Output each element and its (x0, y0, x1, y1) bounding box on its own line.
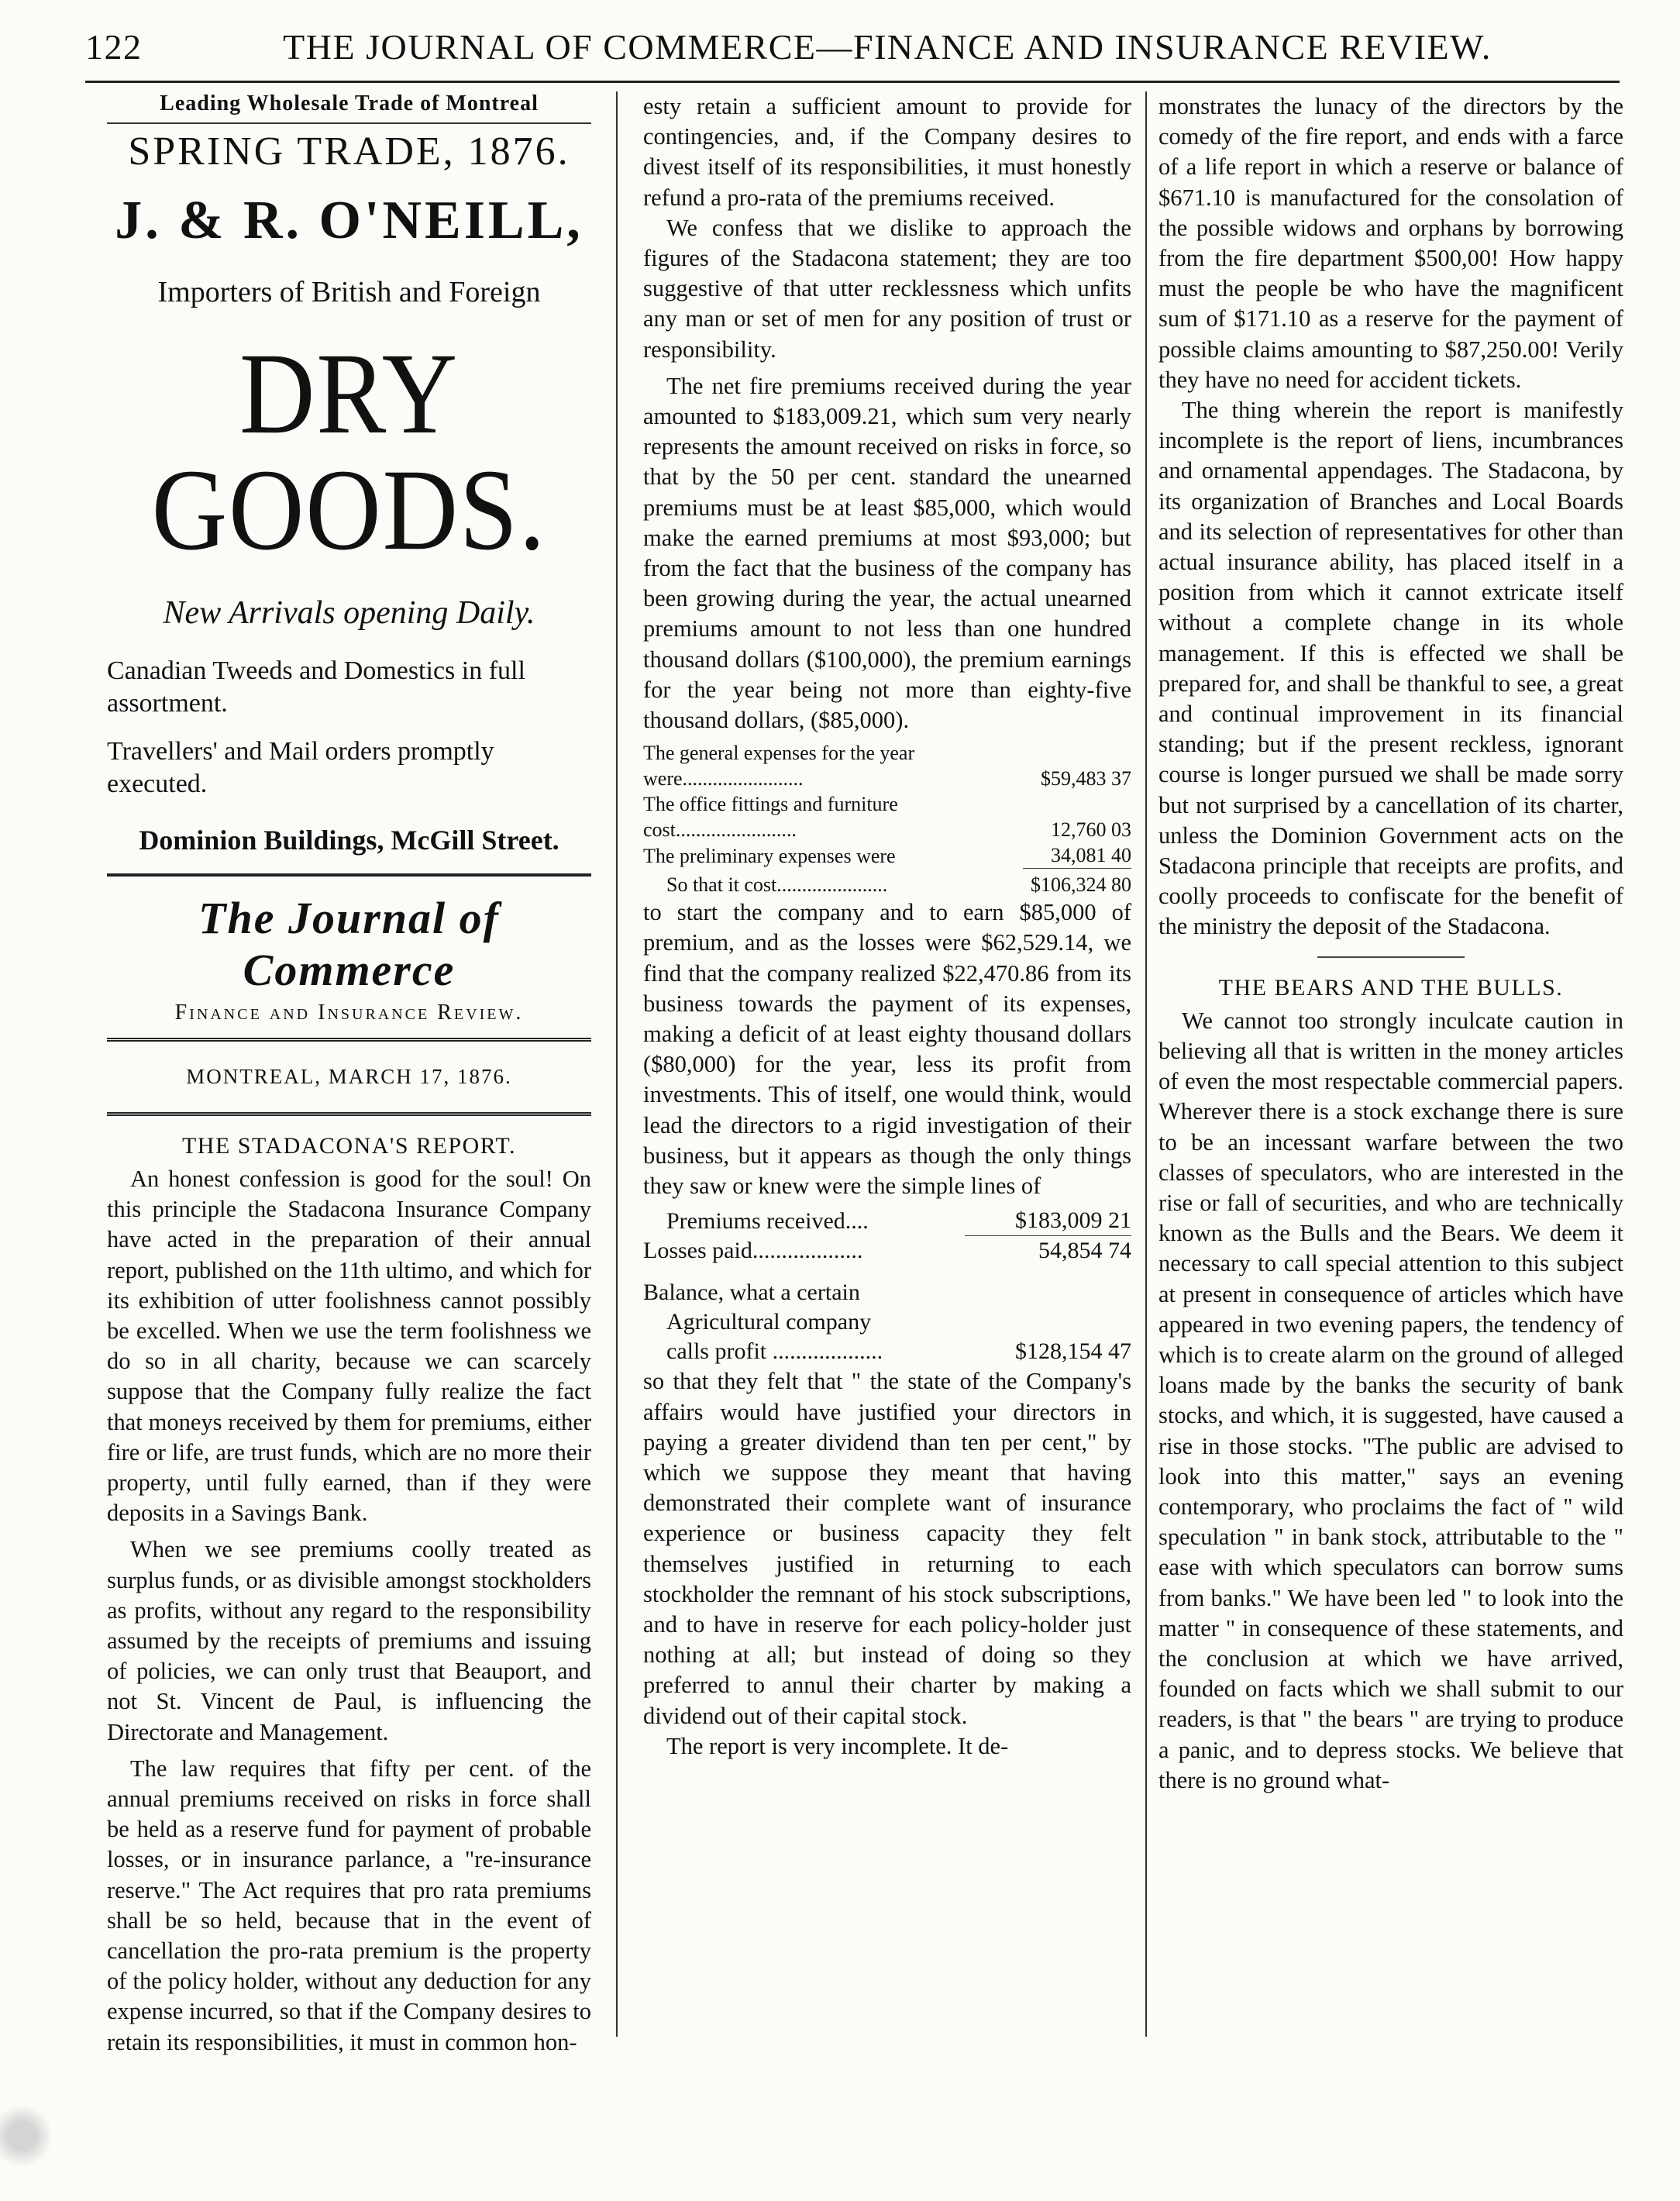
ad-kicker: Leading Wholesale Trade of Montreal (160, 91, 539, 115)
ad-address: Dominion Buildings, McGill Street. (139, 825, 559, 856)
ad-tweeds: Canadian Tweeds and Domestics in full assortment. (107, 656, 525, 718)
column-3 (1158, 91, 1623, 1796)
article-paragraph: to start the company and to earn $85,000 of premium, and as the losses were $62,529.14, we find that the company realized $22,470.86 from its business towards the payment of its expenses, making a deficit of at least eighty thousand dollars ($80,000) for the year, less its profit from investments. This of itself, one would think, would lead the directors to a rigid investigation of their business, but it appears as though the only things they saw or knew were the simple lines of (643, 899, 1131, 1200)
expense-label: The general expenses for the year were........................ (643, 742, 915, 790)
table-row (643, 1337, 1131, 1366)
expense-amount: 34,081 40 (1051, 844, 1131, 867)
table-row (643, 740, 1131, 791)
article-paragraph: The thing wherein the report is manifestly incomplete is the report of liens, incumbrances and ornamental appendages. The Stadacona, by its organization of Branches and Local Boards and its selection of representatives for other than actual insurance ability, has placed itself in a position from which it cannot extricate itself without a complete change in its whole management. If this is effected we shall be prepared for, and shall be thankful to see, a great and continual improvement in its financial standing; but if the present reckless, ignorant course is longer pursued we shall be made sorry but not surprised by a cancellation of its charter, unless the Dominion Government acts on the Stadacona principle that receipts are profits, and coolly proceeds to confiscate for the benefit of the ministry the deposit of the Stadacona. (1158, 397, 1623, 940)
article-paragraph: esty retain a sufficient amount to provide for contingencies, and, if the Company desires to divest itself of its responsibilities, it must honestly refund a pro-rata of the premiums received. (643, 93, 1131, 211)
balance-label: Agricultural company (666, 1309, 872, 1335)
table-row (643, 1266, 1131, 1307)
table-row (643, 842, 1131, 869)
premium-amount: 54,854 74 (965, 1236, 1131, 1266)
premium-label: Losses paid................... (643, 1238, 863, 1264)
column-2 (643, 91, 1131, 1762)
advertisement (107, 91, 591, 856)
page-number: 122 (85, 26, 143, 67)
balance-label: Balance, what a certain (643, 1280, 860, 1306)
table-row (643, 791, 1131, 842)
page-header (85, 22, 1620, 71)
paper-stain (0, 2092, 108, 2201)
expense-amount: $59,483 37 (1041, 767, 1131, 790)
table-row (643, 869, 1131, 898)
column-divider (616, 91, 618, 2037)
ad-season: SPRING TRADE, 1876. (128, 129, 570, 174)
article-heading: THE STADACONA'S REPORT. (181, 1133, 516, 1159)
ad-arrivals: New Arrivals opening Daily. (163, 595, 535, 631)
expense-total-amount: $106,324 80 (1023, 869, 1131, 898)
column-1 (107, 91, 591, 2058)
article-paragraph: When we see premiums coolly treated as surplus funds, or as divisible amongst stockholders as profits, without any regard to the responsibility assumed by the receipts of premiums and issuing of policies, we can only trust that Beauport, and not St. Vincent de Paul, is influencing the Directorate and Management. (107, 1536, 591, 1745)
premium-label: Premiums received.... (666, 1207, 869, 1234)
table-row (643, 1307, 1131, 1337)
dateline: MONTREAL, MARCH 17, 1876. (186, 1065, 512, 1088)
article-paragraph: We cannot too strongly inculcate caution in believing all that is written in the money articles of even the most respectable commercial papers. Wherever there is a stock exchange there is sure to be an incessant warfare between the two classes of speculators, who are interested in the rise or fall of securities, and who are technically known as the Bulls and the Bears. We deem it necessary to call special attention to this subject at present in consequence of articles which have appeared in two evening papers, the tendency of which is to create alarm on the ground of alleged loans made by the banks the security of bank stocks, and which, it is suggested, have caused a rise in those stocks. "The public are advised to look into this matter," says an evening contemporary, who proclaims the fact of " wild speculation " in bank stock, attributable to the " ease with which speculators can borrow sums from banks." We have been led " to look into the matter " in consequence of these statements, and the conclusion at which we have arrived, founded on facts which we shall submit to our readers, is that " the bears " are trying to produce a panic, and to depress stocks. We believe that there is no ground what- (1158, 1007, 1623, 1793)
running-title: THE JOURNAL OF COMMERCE—FINANCE AND INSURANCE REVIEW. (283, 26, 1492, 67)
column-divider (1145, 91, 1147, 2037)
table-row (643, 1206, 1131, 1236)
ad-importers: Importers of British and Foreign (157, 276, 541, 308)
article-paragraph: We confess that we dislike to approach the figures of the Stadacona statement; they are too suggestive of that utter recklessness which unfits any man or set of men for any position of trust or responsibility. (643, 214, 1131, 363)
divider (107, 1112, 591, 1116)
masthead-title: The Journal of Commerce (198, 893, 500, 995)
article-paragraph: An honest confession is good for the soul! On this principle the Stadacona Insurance Company have acted in the preparation of their annual report, published on the 11th ultimo, and which for its exhibition of utter foolishness cannot possibly be excelled. When we use the term foolishness we do so in all charity, because we can scarcely suppose that the Company fully realize the fact that moneys received by them for premiums, either fire or life, are trust funds, which are no more their property, until fully earned, than if they were deposits in a Savings Bank. (107, 1166, 591, 1527)
expense-label: The preliminary expenses were (643, 844, 896, 867)
ad-firm-name: J. & R. O'NEILL, (115, 191, 584, 250)
article-heading: THE BEARS AND THE BULLS. (1218, 974, 1564, 1001)
header-rule (85, 81, 1620, 83)
divider (107, 122, 591, 124)
article-paragraph: The net fire premiums received during the year amounted to $183,009.21, which sum very nearly represents the amount received on risks in force, so that by the 50 per cent. standard the unearned premiums must be at least $85,000, which would make the earned premiums at most $93,000; but from the fact that the business of the company has been growing during the year, the actual unearned premiums amount to not less than one hundred thousand dollars ($100,000), the premium earnings for the year being not more than eighty-five thousand dollars, ($85,000). (643, 372, 1131, 734)
divider (107, 873, 591, 877)
divider (1317, 956, 1465, 958)
expense-total-label: So that it cost...................... (666, 873, 888, 897)
table-row (643, 1236, 1131, 1266)
expense-label: The office fittings and furniture cost........................ (643, 793, 898, 842)
divider (107, 1038, 591, 1042)
balance-label: calls profit ................... (666, 1338, 883, 1365)
expense-amount: 12,760 03 (1051, 818, 1131, 842)
article-paragraph: monstrates the lunacy of the directors by the comedy of the fire report, and ends with a farce of a life report in which a reserve or balance of $671.10 is manufactured for the consolation of the possible widows and orphans by borrowing from the fire department $500,00! How happy must the people be who have the magnificent sum of $171.10 as a reserve for the payment of possible claims amounting to $87,250.00! Verily they have no need for accident tickets. (1158, 93, 1623, 393)
expense-table (643, 740, 1131, 897)
premium-table (643, 1206, 1131, 1366)
article-paragraph: The law requires that fifty per cent. of the annual premiums received on risks in force shall be held as a reserve fund for payment of probable losses, or in insurance parlance, a "re-insurance reserve." The Act requires that pro rata premiums shall be so held, because that in the event of cancellation the pro-rata premium is the property of the policy holder, without any deduction for any expense incurred, so that if the Company desires to retain its responsibilities, it must in common hon- (107, 1755, 591, 2055)
balance-amount: $128,154 47 (1015, 1338, 1131, 1365)
article-paragraph: The report is very incomplete. It de- (666, 1732, 1009, 1759)
ad-travellers: Travellers' and Mail orders promptly executed. (107, 737, 494, 798)
article-paragraph: so that they felt that " the state of the Company's affairs would have justified your directors in paying a greater dividend than ten per cent," by which we suppose they meant that having demonstrated their complete want of insurance experience or business capacity they felt themselves justified in returning to each stockholder the remnant of his stock subscriptions, and to have in reserve for each policy-holder just nothing at all; but instead of doing so they preferred to annul their charter by making a dividend out of their capital stock. (643, 1368, 1131, 1729)
premium-amount: $183,009 21 (1015, 1207, 1131, 1234)
masthead-subtitle: Finance and Insurance Review. (174, 1001, 524, 1025)
ad-product: DRY GOODS. (151, 329, 547, 574)
